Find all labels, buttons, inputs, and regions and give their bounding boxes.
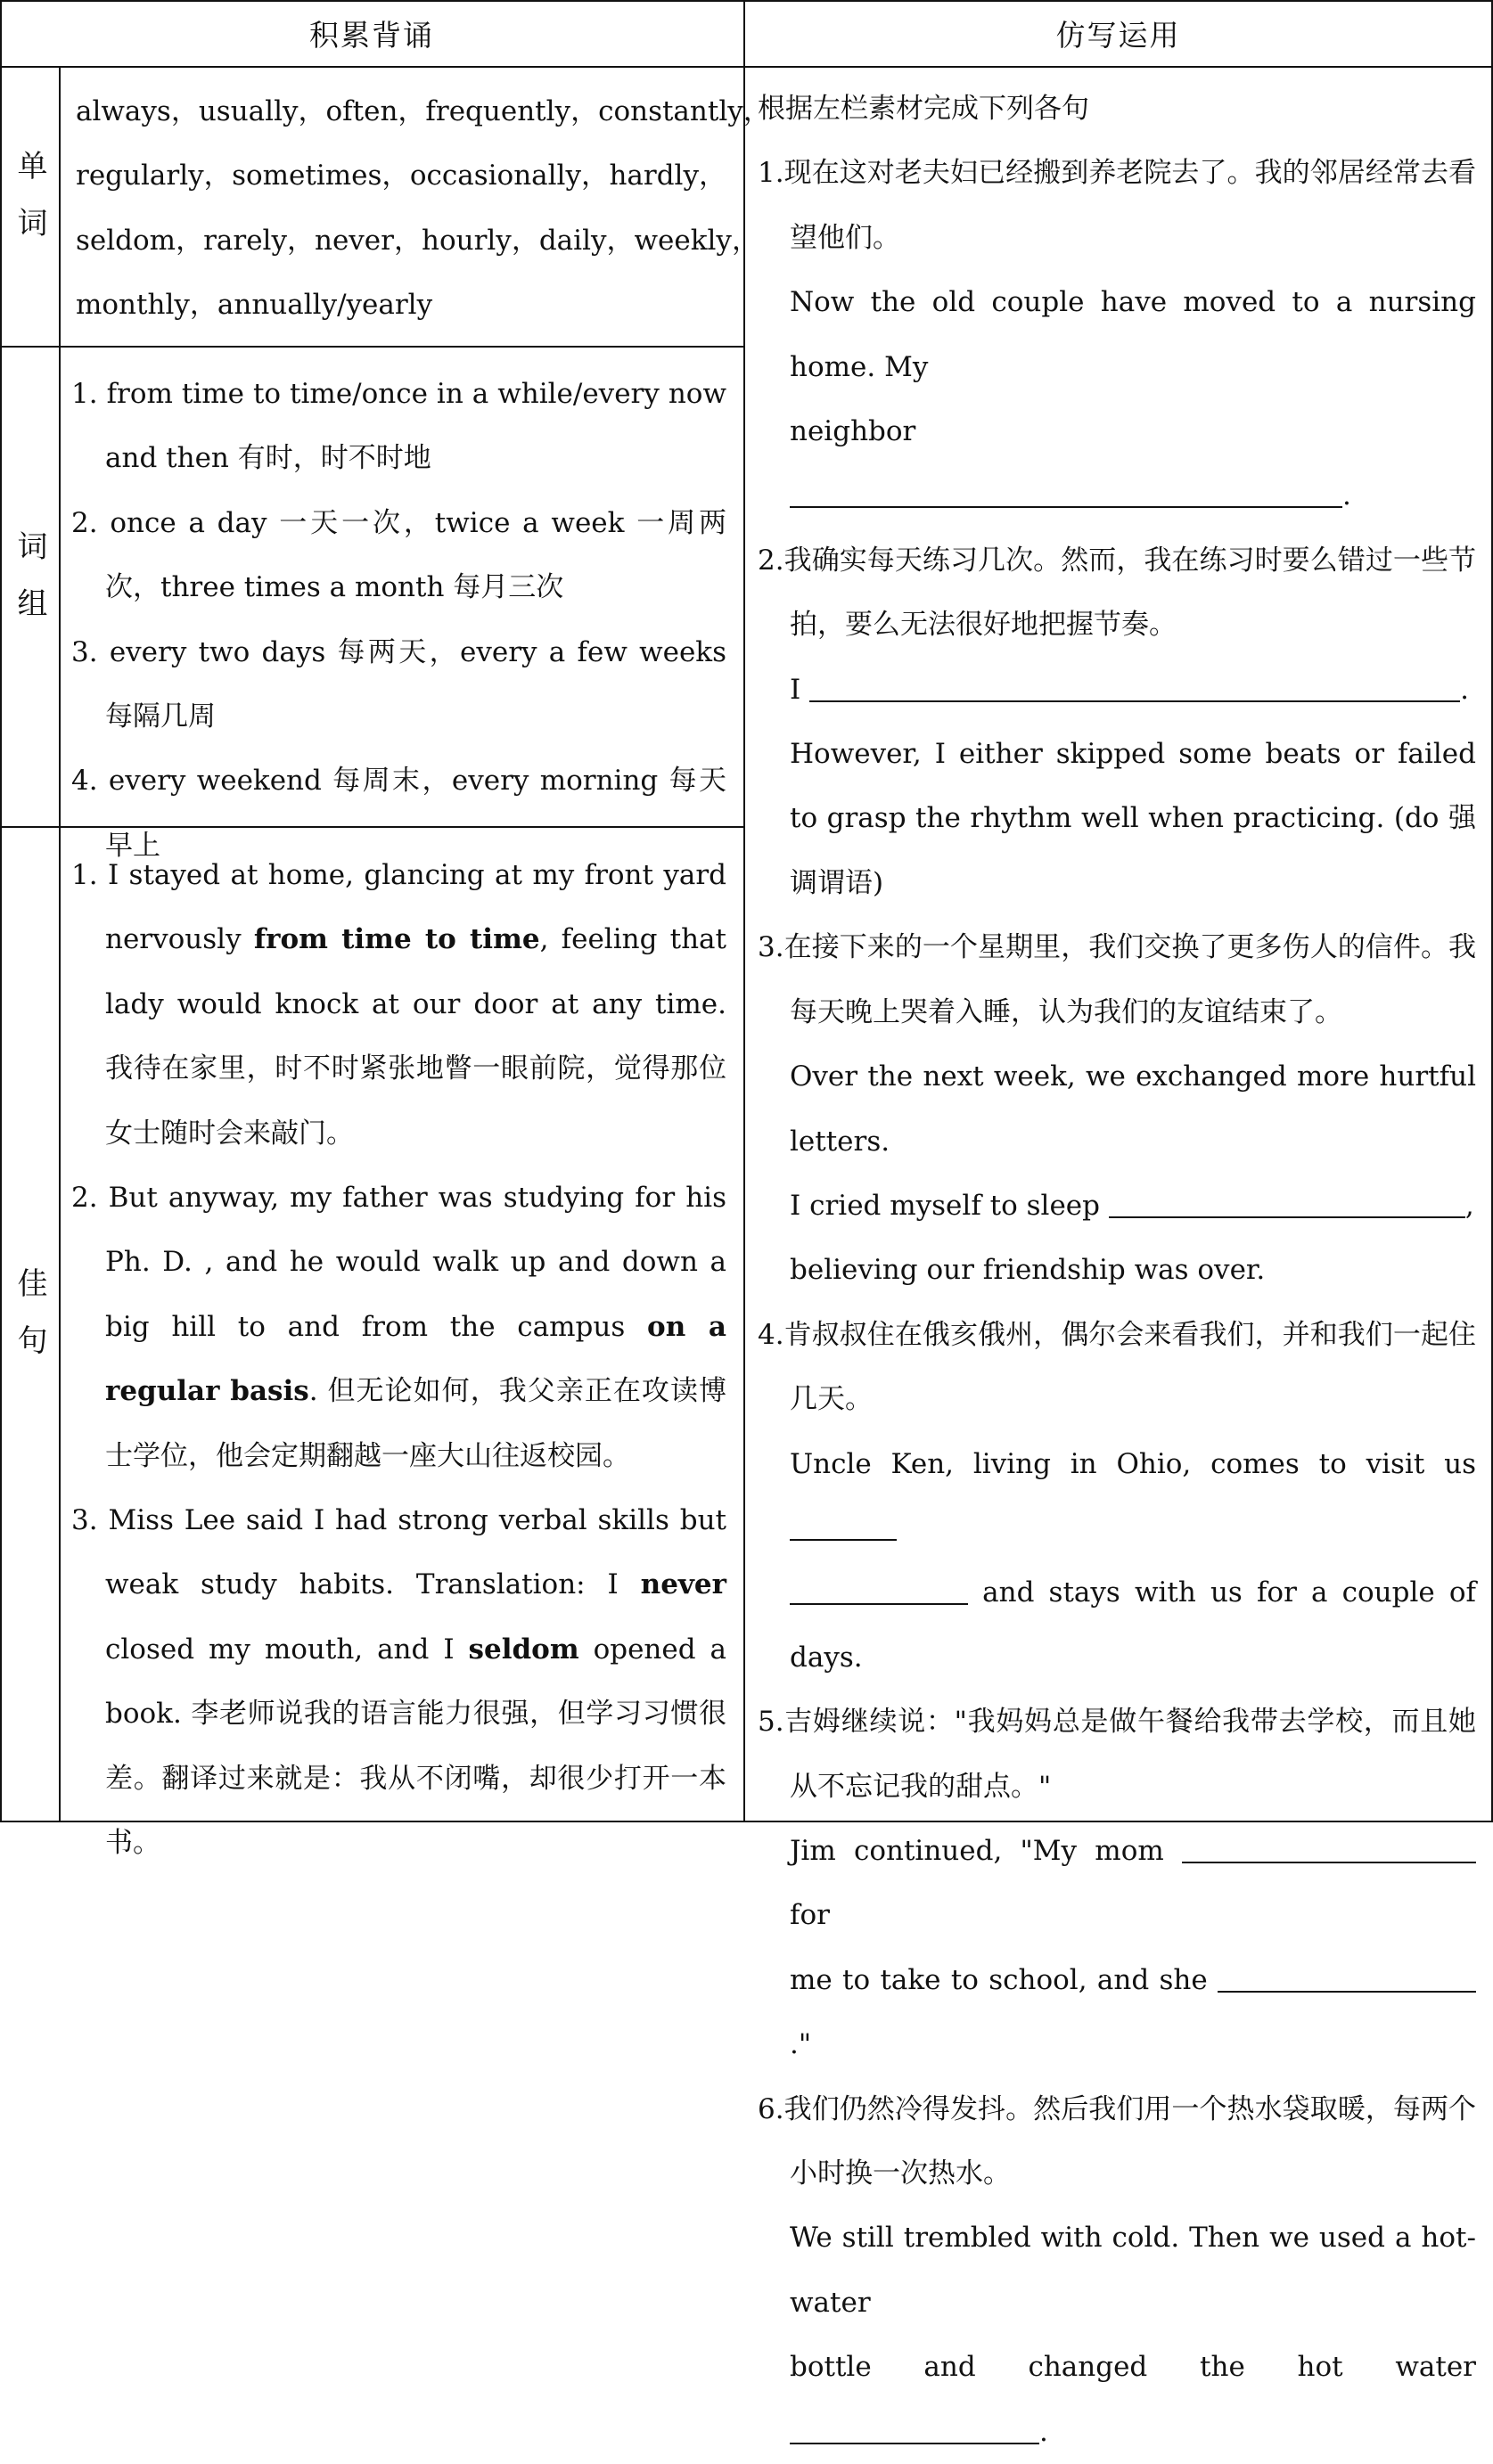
sentence-item: 1. I stayed at home, glancing at my front yard nervously from time to time, feeling that lady would knock at our door at any time. 我待在家里，时不时紧张地瞥一眼前院，觉得那位女士随时会来敲门。 bbox=[71, 859, 726, 1150]
exercise-item-3-english-end: believing our friendship was over. bbox=[790, 1254, 1266, 1287]
answer-blank[interactable] bbox=[790, 1509, 897, 1541]
exercise-item-3-chinese: 3.在接下来的一个星期里，我们交换了更多伤人的信件。我每天晚上哭着入睡，认为我们的友谊结束了。 bbox=[758, 931, 1476, 1028]
word: weekly， bbox=[634, 224, 759, 257]
exercise-item-4-answer-cont: and stays with us for a couple of days. bbox=[758, 1560, 1476, 1690]
words-line-1 bbox=[76, 79, 771, 143]
exercise-item-1-answer: neighbor . bbox=[790, 415, 1351, 512]
answer-blank[interactable] bbox=[1109, 1186, 1465, 1218]
answer-blank[interactable] bbox=[790, 2412, 1039, 2444]
phrase-item: 1. from time to time/once in a while/every now and then 有时，时不时地 bbox=[71, 378, 727, 475]
word: daily， bbox=[538, 224, 635, 257]
phrase-item: 4. every weekend 每周末，every morning 每天早上 bbox=[71, 765, 726, 862]
sentence-item: 2. But anyway, my father was studying for his Ph. D. , and he would walk up and down a big hill to and from the campus on a regular basis. 但无论如何，我父亲正在攻读博士学位，他会定期翻越一座大山往返校园。 bbox=[71, 1182, 726, 1472]
category-words-label: 单词 bbox=[12, 150, 47, 264]
answer-blank[interactable] bbox=[809, 670, 1460, 702]
word: frequently， bbox=[425, 95, 599, 127]
highlight-phrase: seldom bbox=[468, 1633, 579, 1666]
word: sometimes， bbox=[232, 160, 410, 192]
exercise-item-2-english: However, I either skipped some beats or failed to grasp the rhythm well when practicing. (do 强调谓语) bbox=[790, 738, 1476, 899]
exercise-cell bbox=[758, 77, 1476, 2464]
header-practice: 仿写运用 bbox=[1055, 17, 1181, 53]
highlight-phrase: from time to time bbox=[253, 923, 540, 956]
exercise-item-6-answer: bottle and changed the hot water . bbox=[790, 2351, 1476, 2448]
words-cell bbox=[76, 79, 771, 338]
sentences-cell bbox=[71, 843, 726, 1876]
highlight-phrase: on a regular basis bbox=[105, 1310, 726, 1408]
word: often， bbox=[325, 95, 426, 127]
category-sentences-label: 佳句 bbox=[12, 1267, 47, 1381]
word: occasionally， bbox=[409, 160, 609, 192]
exercise-item-6-english: We still trembled with cold. Then we used a hot-water bbox=[790, 2222, 1476, 2319]
exercise-item-6-chinese: 6.我们仍然冷得发抖。然后我们用一个热水袋取暖，每两个小时换一次热水。 bbox=[758, 2092, 1476, 2190]
category-words bbox=[0, 68, 59, 346]
exercise-item-5-answer: Jim continued, "My mom for bbox=[758, 1819, 1476, 1948]
answer-blank[interactable] bbox=[790, 1573, 968, 1605]
words-line-2 bbox=[76, 143, 726, 208]
words-line-4 bbox=[76, 273, 726, 337]
header-accumulate: 积累背诵 bbox=[309, 17, 434, 53]
category-sentences bbox=[0, 828, 59, 1821]
phrase-item: 3. every two days 每两天，every a few weeks 每隔几周 bbox=[71, 635, 727, 733]
exercise-item-2-chinese: 2.我确实每天练习几次。然而，我在练习时要么错过一些节拍，要么无法很好地把握节奏。 bbox=[758, 544, 1476, 642]
exercise-item-5-answer-cont: me to take to school, and she ." bbox=[758, 1948, 1476, 2077]
exercise-item-3-answer: I cried myself to sleep , bbox=[758, 1174, 1476, 1238]
word: regularly， bbox=[76, 160, 232, 192]
word: always， bbox=[76, 95, 199, 127]
category-phrases-label: 词组 bbox=[12, 529, 47, 644]
answer-blank[interactable] bbox=[1218, 1961, 1476, 1993]
highlight-phrase: never bbox=[640, 1568, 726, 1601]
exercise-item-1-chinese: 1.现在这对老夫妇已经搬到养老院去了。我的邻居经常去看望他们。 bbox=[758, 157, 1476, 254]
words-line-3 bbox=[76, 209, 759, 273]
answer-blank[interactable] bbox=[790, 476, 1342, 508]
sentence-item: 3. Miss Lee said I had strong verbal skills but weak study habits. Translation: I never closed my mouth, and I seldom opened a book. 李老师说我的语言能力很强，但学习习惯很差。翻译过来就是：我从不闭嘴，却很少打开一本书。 bbox=[71, 1504, 727, 1860]
exercise-item-2-answer: I . bbox=[758, 658, 1476, 722]
word: never， bbox=[314, 224, 422, 257]
exercise-item-4-chinese: 4.肯叔叔住在俄亥俄州，偶尔会来看我们，并和我们一起住几天。 bbox=[758, 1318, 1476, 1416]
phrases-cell bbox=[71, 362, 726, 878]
word: monthly，annually/yearly bbox=[76, 289, 433, 322]
word: usually， bbox=[198, 95, 326, 127]
phrase-item: 2. once a day 一天一次，twice a week 一周两次，three times a month 每月三次 bbox=[71, 506, 726, 604]
word: rarely， bbox=[203, 224, 315, 257]
exercise-item-1-english: Now the old couple have moved to a nursing home. My bbox=[790, 286, 1476, 383]
word: hardly， bbox=[609, 160, 726, 192]
exercise-item-3-english: Over the next week, we exchanged more hurtful letters. bbox=[790, 1060, 1476, 1158]
category-phrases bbox=[0, 348, 59, 826]
exercise-item-4-answer: Uncle Ken, living in Ohio, comes to visit us bbox=[758, 1432, 1476, 1561]
word: constantly， bbox=[598, 95, 771, 127]
answer-blank[interactable] bbox=[1182, 1831, 1476, 1863]
exercise-intro: 根据左栏素材完成下列各句 bbox=[758, 93, 1089, 125]
word: hourly， bbox=[421, 224, 539, 257]
word: seldom， bbox=[76, 224, 204, 257]
exercise-item-5-chinese: 5.吉姆继续说："我妈妈总是做午餐给我带去学校，而且她从不忘记我的甜点。" bbox=[758, 1706, 1476, 1803]
